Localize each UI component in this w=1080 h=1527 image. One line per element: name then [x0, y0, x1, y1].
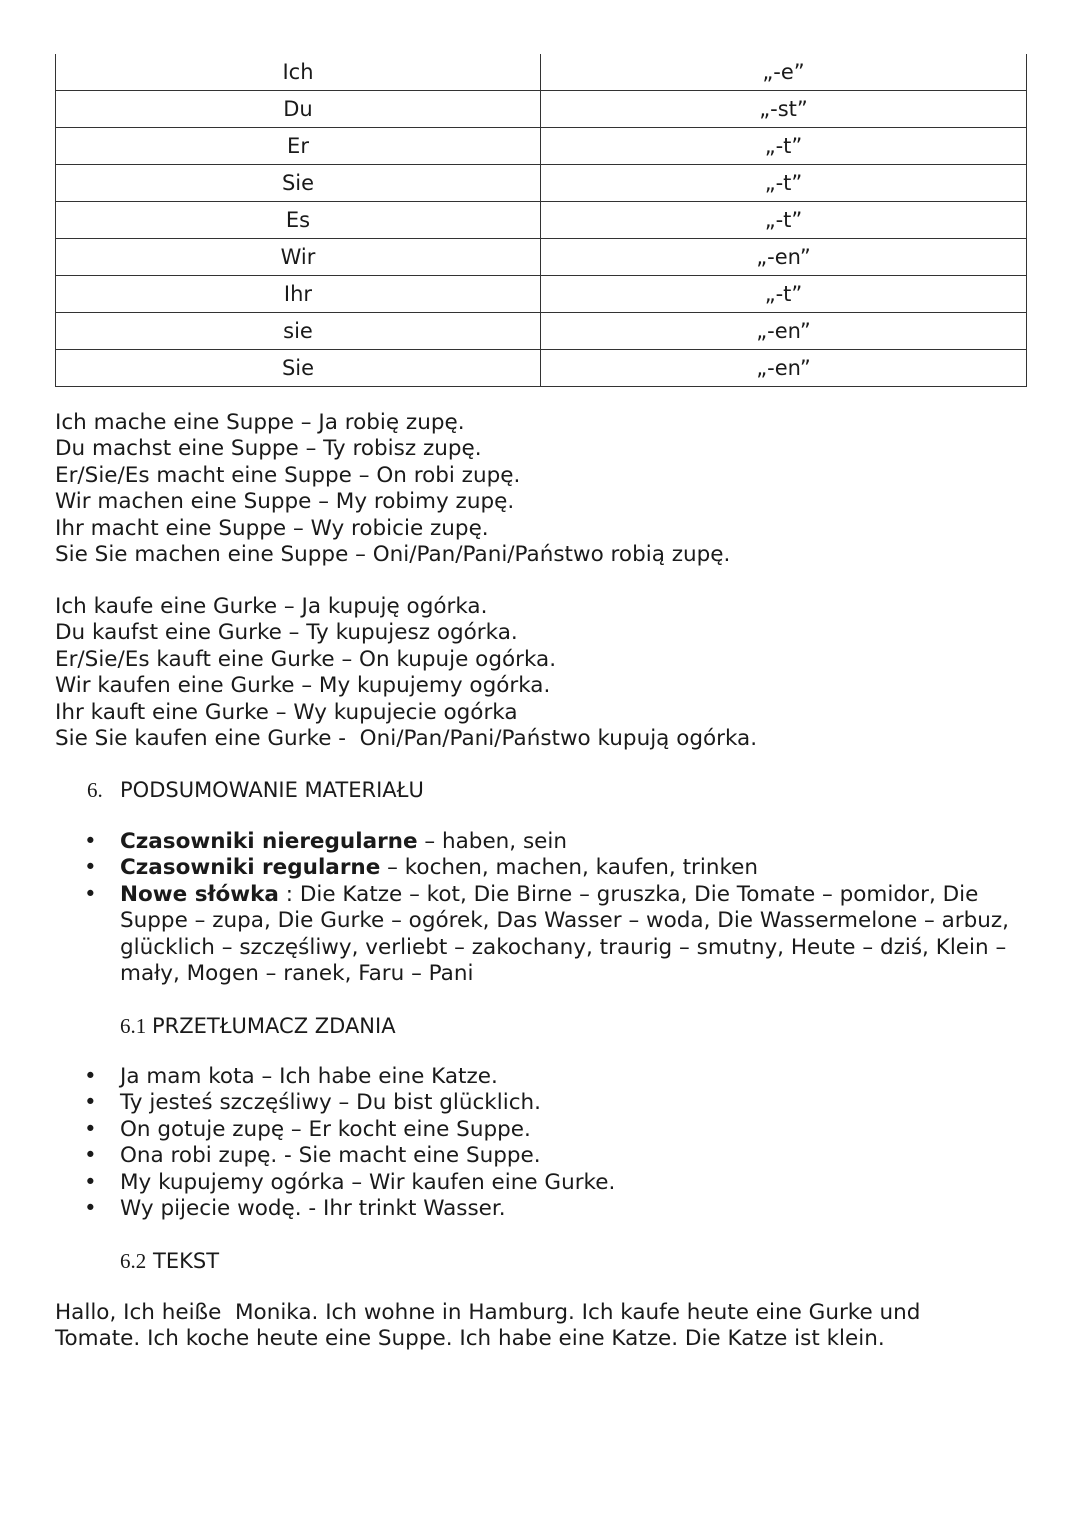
example-line: Wir kaufen eine Gurke – My kupujemy ogórka. [55, 673, 551, 699]
examples-kaufen [55, 594, 1045, 752]
ending-cell: „-en” [541, 313, 1027, 350]
pronoun-cell: sie [56, 313, 541, 350]
pronoun-cell: Er [56, 128, 541, 165]
list-item [0, 1064, 1040, 1090]
list-item [0, 1117, 1040, 1143]
example-line: Ich kaufe eine Gurke – Ja kupuję ogórka. [55, 594, 488, 619]
section-title: PRZETŁUMACZ ZDANIA [152, 1014, 396, 1038]
list-item [0, 1196, 1040, 1222]
example-line: Du kaufst eine Gurke – Ty kupujesz ogórka. [55, 620, 518, 646]
example-line: Sie Sie kaufen eine Gurke - Oni/Pan/Pani/Państwo kupują ogórka. [55, 726, 758, 752]
table-row [56, 128, 1027, 165]
ending-cell: „-t” [541, 165, 1027, 202]
pronoun-cell: Ihr [56, 276, 541, 313]
example-line: Er/Sie/Es kauft eine Gurke – On kupuje ogórka. [55, 646, 557, 672]
sentence: On gotuje zupę – Er kocht eine Suppe. [120, 1116, 531, 1142]
section-6-heading [87, 777, 424, 803]
list-item [0, 1143, 1040, 1169]
list-item [0, 1170, 1040, 1196]
term-description: – haben, sein [417, 829, 567, 854]
table-row [56, 165, 1027, 202]
examples-machen [55, 410, 1045, 568]
section-title: TEKST [153, 1249, 220, 1273]
ending-cell: „-e” [541, 54, 1027, 91]
table-row [56, 54, 1027, 91]
ending-cell: „-en” [541, 350, 1027, 387]
ending-cell: „-t” [541, 128, 1027, 165]
bullet-icon: • [84, 1196, 97, 1222]
section-6-1-heading [120, 1013, 396, 1039]
paragraph-line: Hallo, Ich heiße Monika. Ich wohne in Hamburg. Ich kaufe heute eine Gurke und [55, 1300, 921, 1325]
sentence: Ja mam kota – Ich habe eine Katze. [120, 1064, 498, 1089]
pronoun-cell: Du [56, 91, 541, 128]
ending-cell: „-t” [541, 202, 1027, 239]
sentence: Ty jesteś szczęśliwy – Du bist glücklich. [120, 1090, 541, 1116]
text-paragraph [55, 1300, 1045, 1353]
bullet-icon: • [84, 1090, 97, 1116]
ending-cell: „-t” [541, 276, 1027, 313]
term: Czasowniki regularne [120, 855, 381, 881]
example-line: Er/Sie/Es macht eine Suppe – On robi zupę. [55, 462, 521, 488]
table-row [56, 350, 1027, 387]
bullet-icon: • [84, 1169, 97, 1195]
section-number: 6.2 [120, 1249, 147, 1273]
ending-cell: „-en” [541, 239, 1027, 276]
bullet-icon: • [84, 881, 97, 907]
list-item [0, 855, 1040, 881]
pronoun-cell: Wir [56, 239, 541, 276]
list-item [0, 882, 1010, 988]
section-number: 6.1 [120, 1014, 147, 1038]
term: Czasowniki nieregularne [120, 829, 418, 854]
example-line: Ich mache eine Suppe – Ja robię zupę. [55, 410, 465, 435]
list-item [0, 829, 1040, 855]
term-description: : Die Katze – kot, Die Birne – gruszka, Die Tomate – pomidor, Die Suppe – zupa, Die Gurke – ogórek, Das Wasser – woda, Die Wassermelone – arbuz, glücklich – szczęśliwy, verliebt – zakochany, traurig – smutny, Heute – dziś, Klein – mały, Mogen – ranek, Faru – Pani [120, 881, 1009, 987]
sentence: Ona robi zupę. - Sie macht eine Suppe. [120, 1143, 541, 1169]
bullet-icon: • [84, 1116, 97, 1142]
table-row [56, 91, 1027, 128]
sentence: Wy pijecie wodę. - Ihr trinkt Wasser. [120, 1196, 506, 1222]
pronoun-cell: Sie [56, 350, 541, 387]
section-title: PODSUMOWANIE MATERIAŁU [120, 778, 424, 802]
example-line: Ihr kauft eine Gurke – Wy kupujecie ogórka [55, 699, 518, 725]
sentence: My kupujemy ogórka – Wir kaufen eine Gurke. [120, 1169, 616, 1195]
example-line: Du machst eine Suppe – Ty robisz zupę. [55, 436, 482, 462]
table-row [56, 202, 1027, 239]
endings-table [55, 54, 1027, 387]
example-line: Wir machen eine Suppe – My robimy zupę. [55, 489, 515, 515]
pronoun-cell: Es [56, 202, 541, 239]
example-line: Sie Sie machen eine Suppe – Oni/Pan/Pani/Państwo robią zupę. [55, 542, 731, 568]
table-row [56, 276, 1027, 313]
bullet-icon: • [84, 829, 97, 854]
bullet-icon: • [84, 1064, 97, 1089]
section-6-2-heading [120, 1248, 219, 1274]
paragraph-line: Tomate. Ich koche heute eine Suppe. Ich habe eine Katze. Die Katze ist klein. [55, 1326, 885, 1352]
example-line: Ihr macht eine Suppe – Wy robicie zupę. [55, 515, 489, 541]
bullet-icon: • [84, 855, 97, 881]
summary-list [0, 829, 1040, 987]
table-row [56, 313, 1027, 350]
pronoun-cell: Ich [56, 54, 541, 91]
term: Nowe słówka [120, 881, 279, 907]
translation-list [0, 1064, 1040, 1222]
section-number: 6. [87, 778, 103, 802]
table-row [56, 239, 1027, 276]
ending-cell: „-st” [541, 91, 1027, 128]
bullet-icon: • [84, 1143, 97, 1169]
list-item [0, 1090, 1040, 1116]
term-description: – kochen, machen, kaufen, trinken [380, 855, 759, 881]
pronoun-cell: Sie [56, 165, 541, 202]
